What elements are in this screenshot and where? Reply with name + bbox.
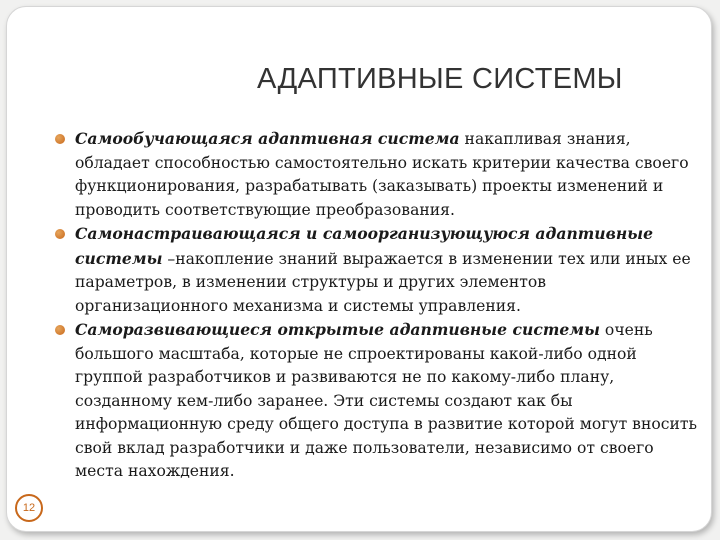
bullet-icon — [55, 229, 65, 239]
item-text: очень большого масштаба, которые не спроектированы какой-либо одной группой разработчиков и развиваются не по какому-либо плану, созданному кем-либо заранее. Эти системы создают как бы информационную среду общего доступа в развитие которой могут вносить свой вклад разработчики и даже пользователи, независимо от своего места нахождения. — [75, 321, 697, 480]
slide-title: АДАПТИВНЫЕ СИСТЕМЫ — [257, 63, 623, 95]
item-text: –накопление знаний выражается в изменении тех или иных ее параметров, в изменении структуры и других элементов организационного механизма и системы управления. — [75, 249, 691, 315]
list-item — [53, 127, 703, 222]
bullet-icon — [55, 134, 65, 144]
list-item — [53, 318, 703, 484]
item-term: Самообучающаяся адаптивная система — [75, 129, 460, 148]
slide-frame — [6, 6, 712, 532]
page-number-badge: 12 — [15, 494, 43, 522]
item-term: Саморазвивающиеся открытые адаптивные системы — [75, 320, 600, 339]
list-item — [53, 222, 703, 318]
item-term: Самонастраивающаяся и самоорганизующуюся адаптивные системы — [75, 224, 654, 268]
bullet-list — [53, 127, 703, 484]
item-text: накапливая знания, обладает способностью самостоятельно искать критерии качества своего функционирования, разрабатывать (заказывать) проекты изменений и проводить соответствующие преобразования. — [75, 130, 689, 219]
bullet-icon — [55, 325, 65, 335]
